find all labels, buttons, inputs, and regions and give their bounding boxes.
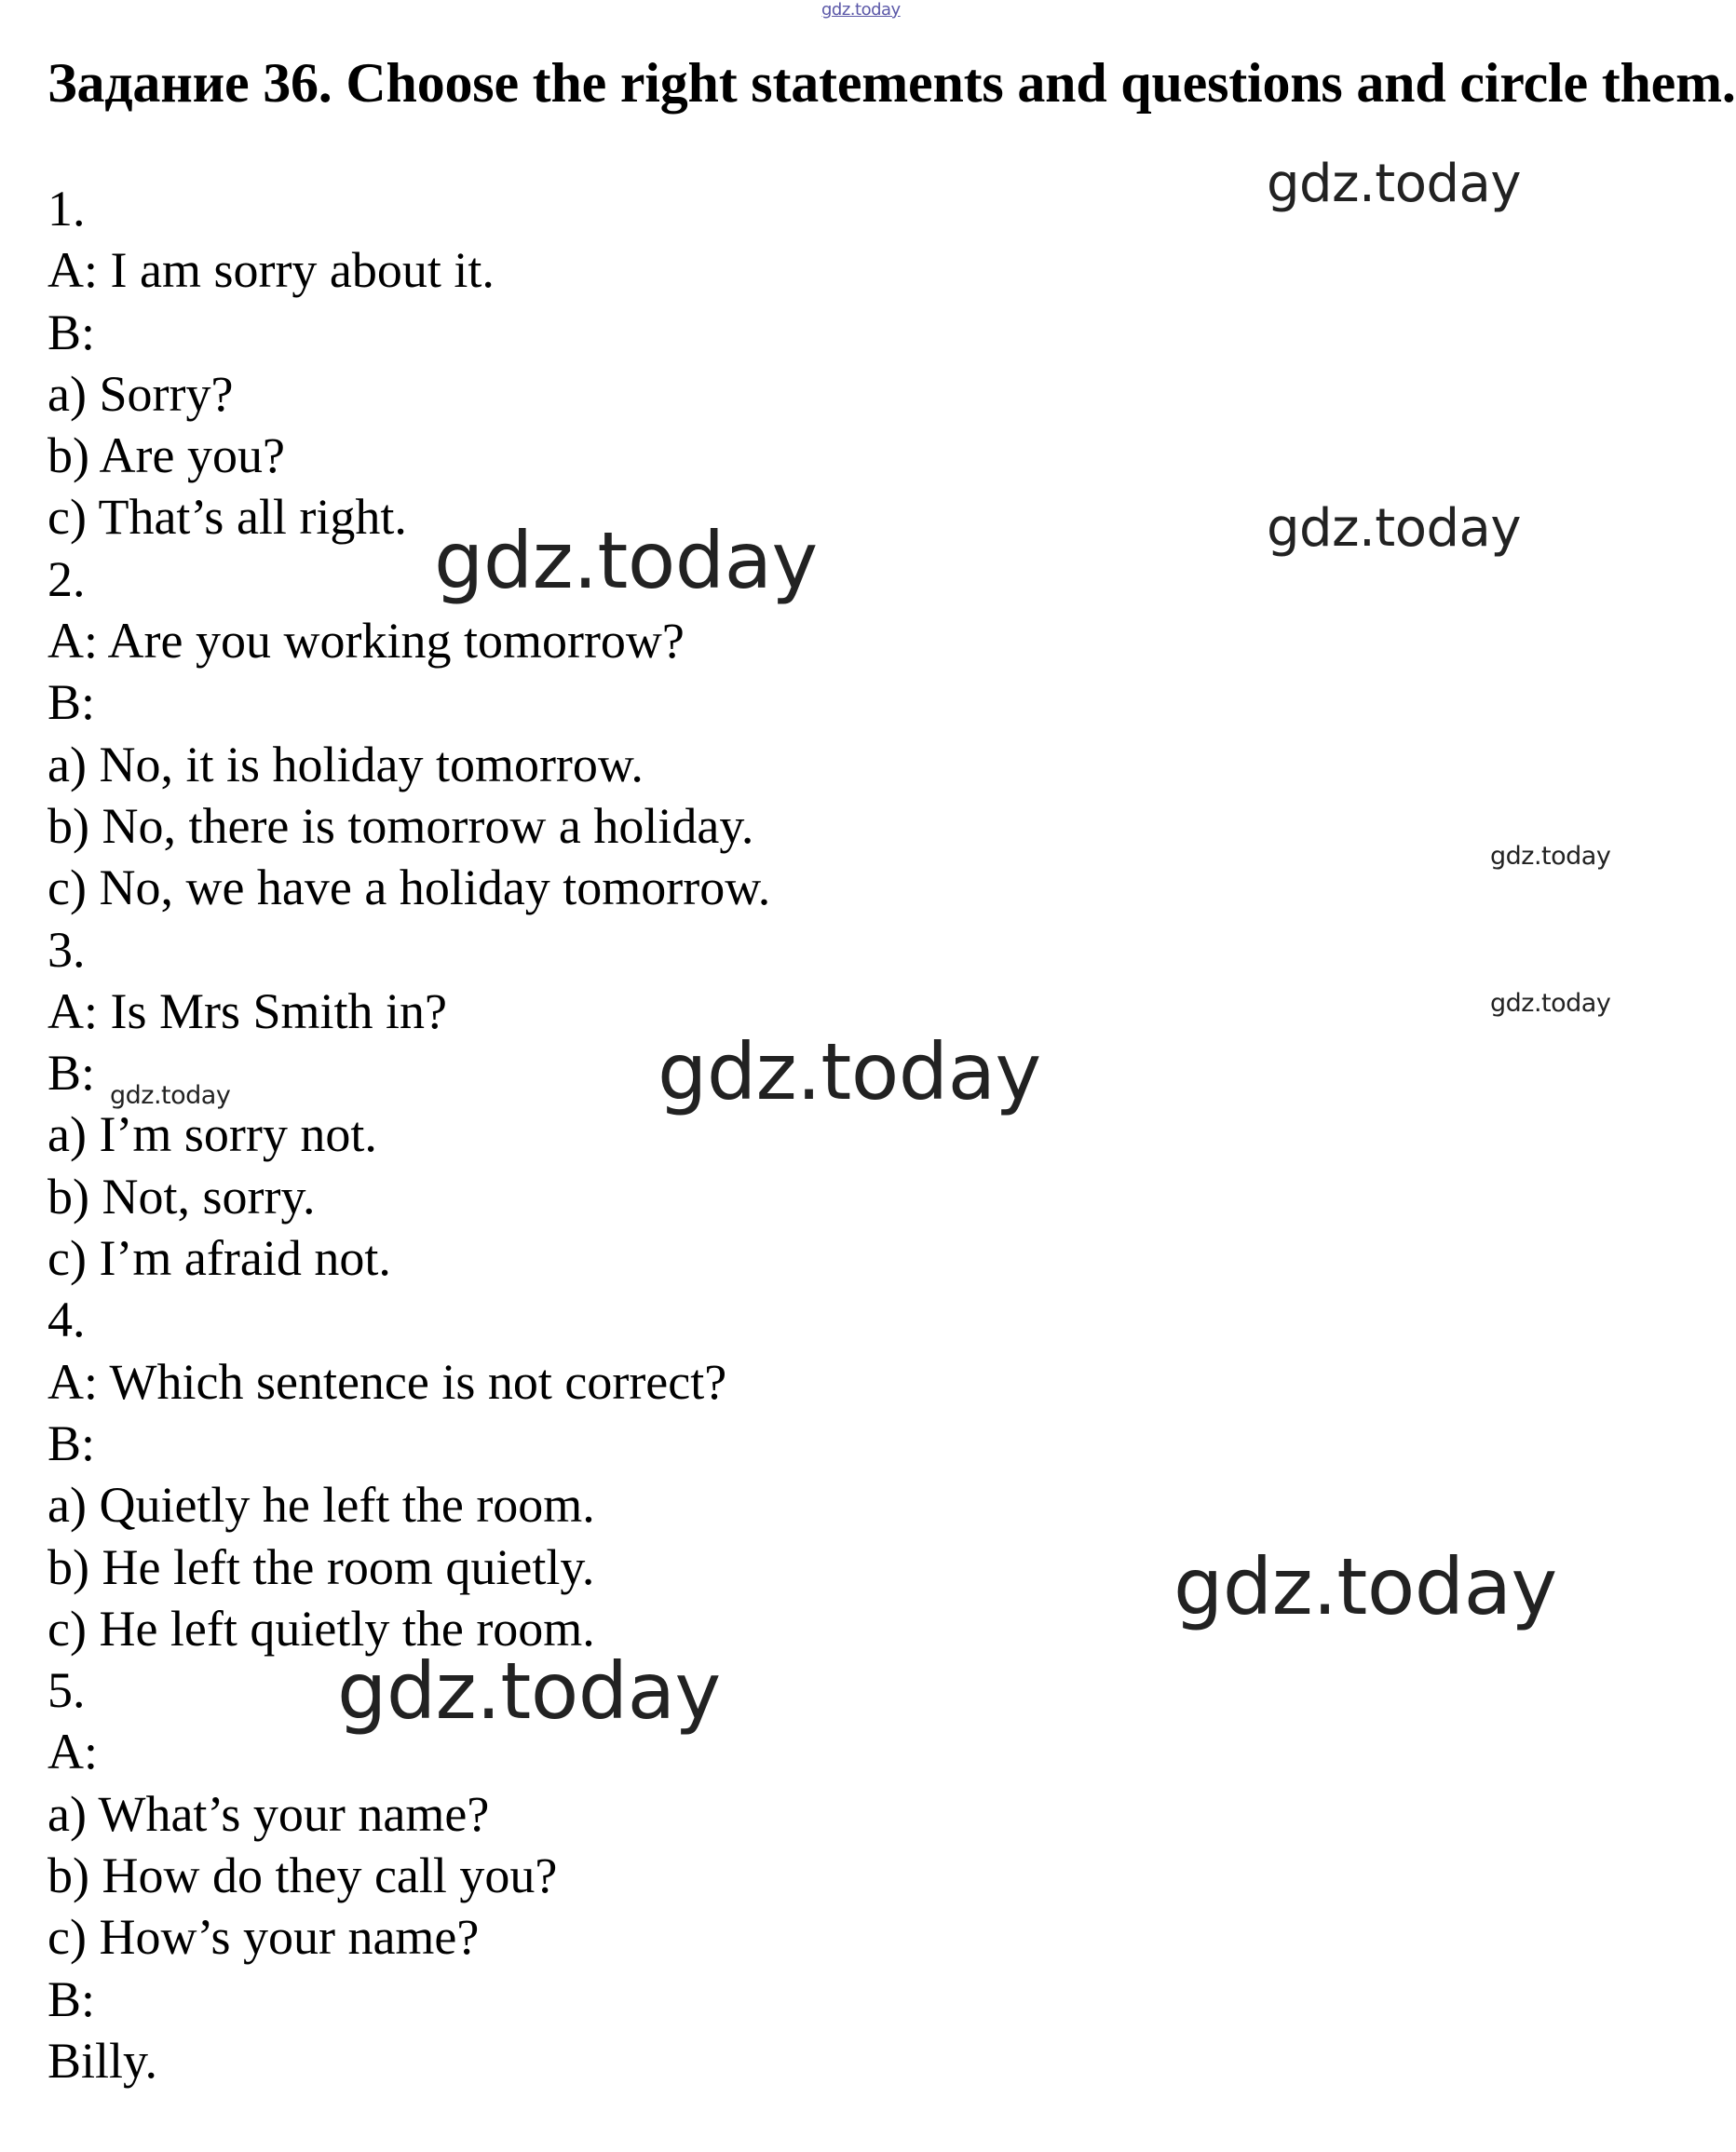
watermark-text: gdz.today xyxy=(1490,989,1611,1018)
item-2-option-c: c) No, we have a holiday tomorrow. xyxy=(47,859,771,916)
item-2-option-b: b) No, there is tomorrow a holiday. xyxy=(47,797,754,854)
watermark-text: gdz.today xyxy=(1267,498,1522,559)
item-3-option-b: b) Not, sorry. xyxy=(47,1168,316,1225)
item-5-prompt-label: A: xyxy=(47,1724,98,1780)
item-5-response: Billy. xyxy=(47,2032,158,2089)
item-1-option-b: b) Are you? xyxy=(47,427,285,484)
item-3-prompt: A: Is Mrs Smith in? xyxy=(47,982,448,1039)
item-3-response-label: B: xyxy=(47,1045,96,1102)
item-1-response-label: B: xyxy=(47,304,96,360)
item-5-option-a: a) What’s your name? xyxy=(47,1785,490,1842)
watermark-text: gdz.today xyxy=(1490,842,1611,871)
item-1-number: 1. xyxy=(47,181,86,237)
item-4-option-b: b) He left the room quietly. xyxy=(47,1538,595,1595)
item-5-option-b: b) How do they call you? xyxy=(47,1847,558,1904)
item-4-prompt: A: Which sentence is not correct? xyxy=(47,1353,727,1410)
item-2-number: 2. xyxy=(47,550,86,607)
item-4-option-c: c) He left quietly the room. xyxy=(47,1600,595,1657)
item-2-response-label: B: xyxy=(47,674,96,731)
item-3-option-a: a) I’m sorry not. xyxy=(47,1106,377,1163)
item-1-option-a: a) Sorry? xyxy=(47,365,234,422)
item-4-response-label: B: xyxy=(47,1414,96,1471)
item-2-prompt: A: Are you working tomorrow? xyxy=(47,613,685,670)
item-4-option-a: a) Quietly he left the room. xyxy=(47,1477,595,1534)
watermark-text: gdz.today xyxy=(434,515,818,606)
watermark-text: gdz.today xyxy=(337,1645,721,1737)
watermark-text: gdz.today xyxy=(1173,1541,1557,1632)
item-3-number: 3. xyxy=(47,921,86,978)
item-1-prompt: A: I am sorry about it. xyxy=(47,242,495,299)
watermark-text: gdz.today xyxy=(658,1026,1041,1117)
item-4-number: 4. xyxy=(47,1292,86,1348)
watermark-text: gdz.today xyxy=(110,1081,231,1110)
watermark-top-link[interactable]: gdz.today xyxy=(821,0,901,20)
item-5-option-c: c) How’s your name? xyxy=(47,1909,480,1966)
item-3-option-c: c) I’m afraid not. xyxy=(47,1230,391,1287)
item-2-option-a: a) No, it is holiday tomorrow. xyxy=(47,736,644,792)
item-1-option-c: c) That’s all right. xyxy=(47,489,407,546)
item-5-number: 5. xyxy=(47,1662,86,1719)
item-5-response-label: B: xyxy=(47,1970,96,2027)
task-title: Задание 36. Choose the right statements and questions and circle them. xyxy=(47,52,1736,114)
watermark-text: gdz.today xyxy=(1267,154,1522,214)
exercise-content xyxy=(47,178,1165,2091)
